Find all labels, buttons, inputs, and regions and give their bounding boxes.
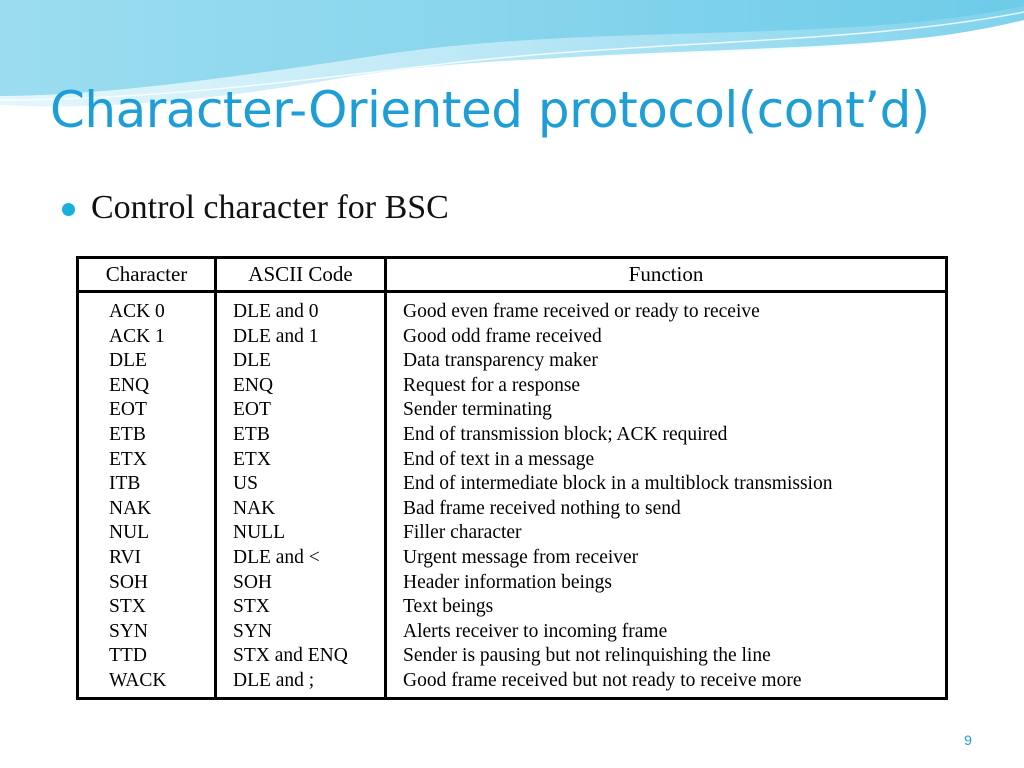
table-cell-ascii-code: NAK <box>233 497 276 519</box>
table-cell-ascii-code: SYN <box>233 620 273 642</box>
table-cell-function: Good odd frame received <box>403 325 602 347</box>
table-cell-character: ACK 0 <box>109 301 165 322</box>
ascii-code-column <box>233 300 348 694</box>
table-cell-function: Sender terminating <box>403 399 552 421</box>
table-cell-character: WACK <box>109 669 167 691</box>
table-cell-character: ENQ <box>109 374 150 396</box>
column-divider <box>384 259 387 697</box>
table-cell-ascii-code: ETB <box>233 423 270 445</box>
table-cell-function: Request for a response <box>403 374 581 396</box>
table-cell-function: Bad frame received nothing to send <box>403 497 681 519</box>
table-cell-function: Header information beings <box>403 571 613 593</box>
table-cell-ascii-code: ETX <box>233 448 271 470</box>
table-cell-character: NUL <box>109 522 150 544</box>
table-cell-ascii-code: STX <box>233 596 270 618</box>
page-number: 9 <box>964 732 972 748</box>
table-cell-character: ETB <box>109 423 146 445</box>
table-cell-function: Data transparency maker <box>403 350 598 372</box>
table-cell-character: RVI <box>109 546 142 568</box>
function-column <box>403 300 832 694</box>
table-cell-character: EOT <box>109 399 147 421</box>
table-cell-ascii-code: DLE and 1 <box>233 325 319 347</box>
table-cell-ascii-code: DLE and < <box>233 546 320 568</box>
table-cell-function: Good even frame received or ready to receive <box>403 301 760 322</box>
table-cell-function: Good frame received but not ready to receive more <box>403 669 802 691</box>
table-cell-character: ITB <box>109 473 141 495</box>
table-cell-function: End of text in a message <box>403 448 595 470</box>
table-cell-character: SOH <box>109 571 149 593</box>
table-cell-function: Filler character <box>403 522 522 544</box>
header-function: Function <box>628 262 704 286</box>
table-cell-ascii-code: DLE and ; <box>233 669 315 691</box>
header-ascii-code: ASCII Code <box>248 262 353 286</box>
control-character-table <box>76 256 948 700</box>
table-cell-function: End of intermediate block in a multiblock transmission <box>403 473 833 495</box>
table-cell-character: NAK <box>109 497 152 519</box>
table-cell-character: STX <box>109 596 146 618</box>
column-divider <box>214 259 217 697</box>
table-cell-ascii-code: US <box>233 473 258 495</box>
header-divider <box>79 290 945 293</box>
character-column <box>109 300 166 694</box>
table-cell-ascii-code: STX and ENQ <box>233 645 348 667</box>
bullet-text: Control character for BSC <box>91 189 449 226</box>
table-cell-character: TTD <box>109 645 147 667</box>
header-character: Character <box>105 262 188 286</box>
table-cell-character: DLE <box>109 350 147 372</box>
table-cell-ascii-code: DLE and 0 <box>233 301 319 322</box>
table-cell-function: End of transmission block; ACK required <box>403 423 728 445</box>
table-cell-character: ETX <box>109 448 147 470</box>
bullet-item <box>62 188 449 228</box>
slide-title: Character-Oriented protocol(cont’d) <box>50 81 930 139</box>
table-cell-ascii-code: DLE <box>233 350 271 372</box>
table-cell-character: SYN <box>109 620 149 642</box>
table-cell-function: Urgent message from receiver <box>403 546 639 568</box>
table-cell-ascii-code: EOT <box>233 399 271 421</box>
table-cell-ascii-code: SOH <box>233 571 273 593</box>
table-cell-ascii-code: ENQ <box>233 374 274 396</box>
table-cell-function: Text beings <box>403 596 494 618</box>
bullet-dot-icon <box>62 203 75 216</box>
table-cell-ascii-code: NULL <box>233 522 285 544</box>
table-cell-function: Alerts receiver to incoming frame <box>403 620 668 642</box>
table-cell-function: Sender is pausing but not relinquishing the line <box>403 645 771 667</box>
table-cell-character: ACK 1 <box>109 325 165 347</box>
